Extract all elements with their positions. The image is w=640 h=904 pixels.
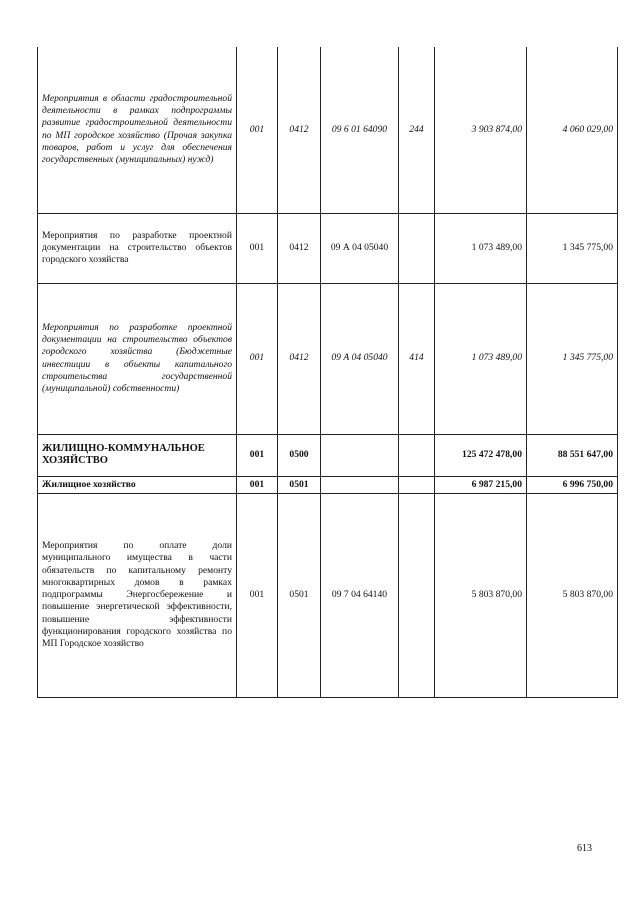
table-row xyxy=(38,47,618,213)
table-row xyxy=(38,476,618,493)
page-number: 613 xyxy=(577,843,592,854)
amount-year-2: 1 345 775,00 xyxy=(527,283,618,434)
row-name: Мероприятия по разработке проектной документации на строительство объектов городского хозяйства xyxy=(38,213,237,283)
table-row xyxy=(38,213,618,283)
section-code: 0412 xyxy=(278,47,321,213)
ved-code: 001 xyxy=(237,476,278,493)
target-article-code: 09 А 04 05040 xyxy=(321,283,399,434)
expense-type-code xyxy=(399,493,435,697)
amount-year-1: 6 987 215,00 xyxy=(435,476,527,493)
row-name: Мероприятия в области градостроительной деятельности в рамках подпрограммы развитие градостроительной деятельности по МП городское хозяйство (Прочая закупка товаров, работ и услуг для обеспечения государственных (муниципальных) нужд) xyxy=(38,47,237,213)
expense-type-code xyxy=(399,476,435,493)
amount-year-1: 5 803 870,00 xyxy=(435,493,527,697)
section-code: 0501 xyxy=(278,493,321,697)
expense-type-code: 414 xyxy=(399,283,435,434)
ved-code: 001 xyxy=(237,213,278,283)
amount-year-2: 5 803 870,00 xyxy=(527,493,618,697)
expense-type-code: 244 xyxy=(399,47,435,213)
amount-year-2: 88 551 647,00 xyxy=(527,434,618,476)
section-code: 0412 xyxy=(278,283,321,434)
target-article-code: 09 А 04 05040 xyxy=(321,213,399,283)
table-row xyxy=(38,283,618,434)
amount-year-1: 125 472 478,00 xyxy=(435,434,527,476)
section-code: 0501 xyxy=(278,476,321,493)
target-article-code xyxy=(321,434,399,476)
row-name: Мероприятия по разработке проектной документации на строительство объектов городского хозяйства (Бюджетные инвестиции в объекты капитального строительства государственной (муниципальной) собственности) xyxy=(38,283,237,434)
budget-table xyxy=(37,47,618,698)
amount-year-1: 1 073 489,00 xyxy=(435,213,527,283)
amount-year-1: 1 073 489,00 xyxy=(435,283,527,434)
row-name: ЖИЛИЩНО-КОММУНАЛЬНОЕ ХОЗЯЙСТВО xyxy=(38,434,237,476)
target-article-code: 09 7 04 64140 xyxy=(321,493,399,697)
amount-year-1: 3 903 874,00 xyxy=(435,47,527,213)
expense-type-code xyxy=(399,213,435,283)
amount-year-2: 4 060 029,00 xyxy=(527,47,618,213)
section-code: 0412 xyxy=(278,213,321,283)
row-name: Мероприятия по оплате доли муниципального имущества в части обязательств по капитальному ремонту многоквартирных домов в рамках подпрограммы Энергосбережение и повышение энергетической эффективности, повышение эффективности функционирования городского хозяйства по МП Городское хозяйство xyxy=(38,493,237,697)
target-article-code xyxy=(321,476,399,493)
expense-type-code xyxy=(399,434,435,476)
table-row xyxy=(38,493,618,697)
row-name: Жилищное хозяйство xyxy=(38,476,237,493)
ved-code: 001 xyxy=(237,283,278,434)
section-code: 0500 xyxy=(278,434,321,476)
amount-year-2: 6 996 750,00 xyxy=(527,476,618,493)
amount-year-2: 1 345 775,00 xyxy=(527,213,618,283)
ved-code: 001 xyxy=(237,47,278,213)
target-article-code: 09 6 01 64090 xyxy=(321,47,399,213)
table-row xyxy=(38,434,618,476)
ved-code: 001 xyxy=(237,434,278,476)
ved-code: 001 xyxy=(237,493,278,697)
